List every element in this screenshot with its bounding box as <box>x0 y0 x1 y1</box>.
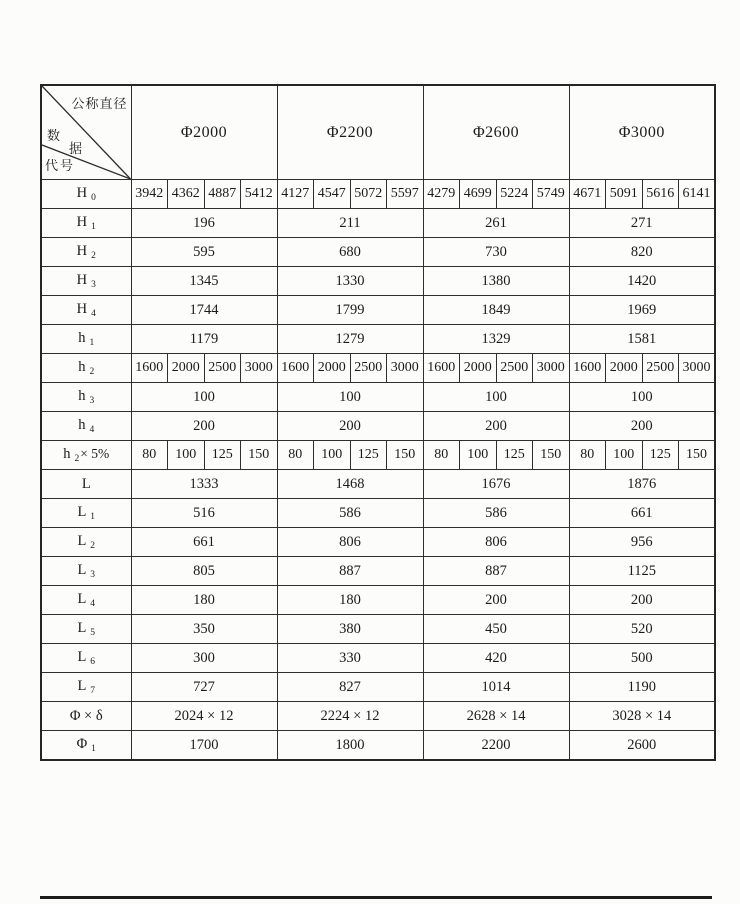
data-cell: 196 <box>131 209 277 238</box>
row-label: Φ $_1$ <box>41 731 131 761</box>
data-cell: 516 <box>131 499 277 528</box>
data-cell: 200 <box>569 586 715 615</box>
data-cell: 806 <box>423 528 569 557</box>
row-label: h $_2$× 5% <box>41 441 131 470</box>
table-row <box>41 731 715 761</box>
table-row <box>41 383 715 412</box>
data-cell: 2224 × 12 <box>277 702 423 731</box>
data-cell: 200 <box>423 412 569 441</box>
data-cell: 2000 <box>460 354 497 383</box>
data-cell: 2024 × 12 <box>131 702 277 731</box>
data-cell: 1330 <box>277 267 423 296</box>
row-label: L $_7$ <box>41 673 131 702</box>
data-cell: 1600 <box>131 354 168 383</box>
table-row <box>41 557 715 586</box>
data-cell: 150 <box>533 441 570 470</box>
row-label: H $_0$ <box>41 180 131 209</box>
data-cell: 3000 <box>241 354 278 383</box>
data-cell: 1600 <box>569 354 606 383</box>
data-cell: 100 <box>131 383 277 412</box>
data-cell: 2500 <box>496 354 533 383</box>
data-cell: 1380 <box>423 267 569 296</box>
data-cell: 586 <box>423 499 569 528</box>
corner-label-code: 代号 <box>45 158 76 173</box>
data-cell: 2000 <box>606 354 643 383</box>
data-cell: 5072 <box>350 180 387 209</box>
data-cell: 200 <box>131 412 277 441</box>
data-cell: 4887 <box>204 180 241 209</box>
data-cell: 3000 <box>387 354 424 383</box>
table-row <box>41 209 715 238</box>
data-cell: 1700 <box>131 731 277 761</box>
data-cell: 827 <box>277 673 423 702</box>
data-cell: 5749 <box>533 180 570 209</box>
data-cell: 4671 <box>569 180 606 209</box>
data-cell: 200 <box>277 412 423 441</box>
row-label: H $_4$ <box>41 296 131 325</box>
data-cell: 1190 <box>569 673 715 702</box>
data-cell: 806 <box>277 528 423 557</box>
data-cell: 1744 <box>131 296 277 325</box>
data-cell: 730 <box>423 238 569 267</box>
data-cell: 4279 <box>423 180 460 209</box>
table-row <box>41 325 715 354</box>
table-row <box>41 586 715 615</box>
data-cell: 820 <box>569 238 715 267</box>
row-label: h $_4$ <box>41 412 131 441</box>
row-label: L $_4$ <box>41 586 131 615</box>
column-header: Φ2000 <box>131 85 277 180</box>
table-row <box>41 470 715 499</box>
spec-table <box>40 84 716 761</box>
data-cell: 180 <box>131 586 277 615</box>
data-cell: 200 <box>569 412 715 441</box>
data-cell: 80 <box>423 441 460 470</box>
data-cell: 271 <box>569 209 715 238</box>
data-cell: 100 <box>606 441 643 470</box>
corner-label-nominal-diameter: 公称直径 <box>71 96 128 111</box>
data-cell: 2500 <box>642 354 679 383</box>
data-cell: 661 <box>569 499 715 528</box>
data-cell: 1333 <box>131 470 277 499</box>
data-cell: 595 <box>131 238 277 267</box>
data-cell: 125 <box>642 441 679 470</box>
data-cell: 3942 <box>131 180 168 209</box>
row-label: h $_2$ <box>41 354 131 383</box>
data-cell: 150 <box>241 441 278 470</box>
data-cell: 727 <box>131 673 277 702</box>
data-cell: 330 <box>277 644 423 673</box>
data-cell: 100 <box>277 383 423 412</box>
data-cell: 887 <box>423 557 569 586</box>
corner-label-data-char2: 据 <box>69 141 83 156</box>
data-cell: 1799 <box>277 296 423 325</box>
data-cell: 2000 <box>168 354 205 383</box>
row-label: h $_1$ <box>41 325 131 354</box>
data-cell: 5597 <box>387 180 424 209</box>
data-cell: 300 <box>131 644 277 673</box>
data-cell: 380 <box>277 615 423 644</box>
table-row <box>41 615 715 644</box>
data-cell: 1125 <box>569 557 715 586</box>
spec-table-body <box>41 180 715 761</box>
data-cell: 100 <box>423 383 569 412</box>
corner-box <box>42 86 131 179</box>
row-label: Φ × δ <box>41 702 131 731</box>
data-cell: 100 <box>569 383 715 412</box>
data-cell: 6141 <box>679 180 716 209</box>
column-header: Φ2600 <box>423 85 569 180</box>
row-label: L $_6$ <box>41 644 131 673</box>
row-label: L $_3$ <box>41 557 131 586</box>
data-cell: 80 <box>131 441 168 470</box>
data-cell: 4547 <box>314 180 351 209</box>
data-cell: 1329 <box>423 325 569 354</box>
row-label: L $_1$ <box>41 499 131 528</box>
row-label: L <box>41 470 131 499</box>
data-cell: 1969 <box>569 296 715 325</box>
row-label: H $_3$ <box>41 267 131 296</box>
data-cell: 2200 <box>423 731 569 761</box>
data-cell: 586 <box>277 499 423 528</box>
data-cell: 1849 <box>423 296 569 325</box>
page-bottom-rule <box>40 896 712 899</box>
data-cell: 520 <box>569 615 715 644</box>
data-cell: 450 <box>423 615 569 644</box>
column-header: Φ2200 <box>277 85 423 180</box>
data-cell: 1676 <box>423 470 569 499</box>
data-cell: 80 <box>569 441 606 470</box>
data-cell: 4127 <box>277 180 314 209</box>
row-label: H $_2$ <box>41 238 131 267</box>
data-cell: 125 <box>204 441 241 470</box>
data-cell: 5224 <box>496 180 533 209</box>
data-cell: 1600 <box>277 354 314 383</box>
data-cell: 2628 × 14 <box>423 702 569 731</box>
data-cell: 4362 <box>168 180 205 209</box>
data-cell: 5091 <box>606 180 643 209</box>
row-label: H $_1$ <box>41 209 131 238</box>
table-row <box>41 499 715 528</box>
data-cell: 1179 <box>131 325 277 354</box>
table-row <box>41 644 715 673</box>
table-row <box>41 238 715 267</box>
data-cell: 261 <box>423 209 569 238</box>
data-cell: 5412 <box>241 180 278 209</box>
data-cell: 150 <box>679 441 716 470</box>
data-cell: 125 <box>350 441 387 470</box>
data-cell: 125 <box>496 441 533 470</box>
table-row <box>41 354 715 383</box>
data-cell: 2000 <box>314 354 351 383</box>
table-row <box>41 673 715 702</box>
data-cell: 3028 × 14 <box>569 702 715 731</box>
data-cell: 1581 <box>569 325 715 354</box>
corner-label-data-char1: 数 <box>47 128 61 143</box>
data-cell: 2600 <box>569 731 715 761</box>
table-row <box>41 296 715 325</box>
data-cell: 1279 <box>277 325 423 354</box>
data-cell: 3000 <box>533 354 570 383</box>
data-cell: 350 <box>131 615 277 644</box>
row-label: L $_5$ <box>41 615 131 644</box>
data-cell: 100 <box>314 441 351 470</box>
data-cell: 150 <box>387 441 424 470</box>
data-cell: 5616 <box>642 180 679 209</box>
data-cell: 1345 <box>131 267 277 296</box>
corner-header-cell <box>41 85 131 180</box>
data-cell: 680 <box>277 238 423 267</box>
data-cell: 180 <box>277 586 423 615</box>
table-row <box>41 702 715 731</box>
data-cell: 805 <box>131 557 277 586</box>
table-row <box>41 412 715 441</box>
table-row <box>41 180 715 209</box>
data-cell: 4699 <box>460 180 497 209</box>
data-cell: 1014 <box>423 673 569 702</box>
table-row <box>41 267 715 296</box>
data-cell: 420 <box>423 644 569 673</box>
data-cell: 1420 <box>569 267 715 296</box>
data-cell: 1600 <box>423 354 460 383</box>
data-cell: 3000 <box>679 354 716 383</box>
data-cell: 200 <box>423 586 569 615</box>
column-header: Φ3000 <box>569 85 715 180</box>
row-label: h $_3$ <box>41 383 131 412</box>
data-cell: 80 <box>277 441 314 470</box>
row-label: L $_2$ <box>41 528 131 557</box>
header-row <box>41 85 715 180</box>
table-row <box>41 528 715 557</box>
data-cell: 100 <box>460 441 497 470</box>
data-cell: 661 <box>131 528 277 557</box>
data-cell: 1468 <box>277 470 423 499</box>
data-cell: 100 <box>168 441 205 470</box>
data-cell: 500 <box>569 644 715 673</box>
data-cell: 211 <box>277 209 423 238</box>
data-cell: 956 <box>569 528 715 557</box>
table-row <box>41 441 715 470</box>
data-cell: 1800 <box>277 731 423 761</box>
data-cell: 1876 <box>569 470 715 499</box>
data-cell: 2500 <box>204 354 241 383</box>
data-cell: 887 <box>277 557 423 586</box>
data-cell: 2500 <box>350 354 387 383</box>
